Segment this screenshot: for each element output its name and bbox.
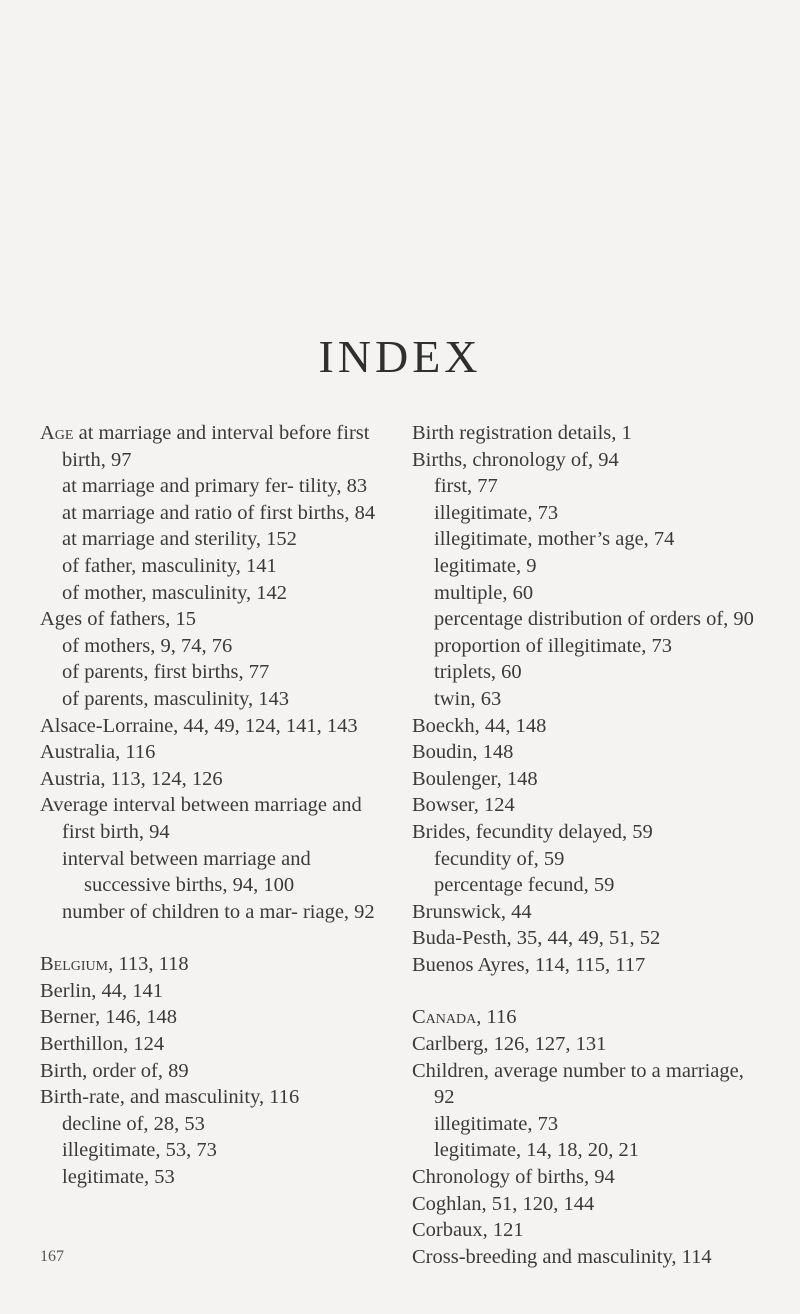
index-entry: Berlin, 44, 141 — [40, 979, 163, 1002]
index-subentry: of parents, first births, 77 — [62, 661, 270, 684]
index-entry: Carlberg, 126, 127, 131 — [412, 1033, 607, 1056]
index-entry: Cross-breeding and masculinity, 114 — [412, 1245, 712, 1268]
index-subentry: legitimate, 53 — [62, 1166, 175, 1189]
index-entry: Berthillon, 124 — [40, 1033, 165, 1056]
index-entry: Buda-Pesth, 35, 44, 49, 51, 52 — [412, 927, 661, 950]
index-subentry: percentage distribution of orders of, 90 — [434, 608, 754, 631]
index-column-left — [40, 420, 380, 1191]
index-entry: Brides, fecundity delayed, 59 — [412, 820, 653, 843]
index-entry: Coghlan, 51, 120, 144 — [412, 1192, 595, 1215]
section-gap — [40, 925, 380, 951]
index-column-right — [412, 420, 762, 1270]
index-entry: Alsace-Lorraine, 44, 49, 124, 141, 143 — [40, 714, 358, 737]
index-subentry: legitimate, 14, 18, 20, 21 — [434, 1139, 639, 1162]
index-entry: Brunswick, 44 — [412, 900, 532, 923]
page-title: INDEX — [318, 331, 482, 382]
index-subentry: decline of, 28, 53 — [62, 1112, 205, 1135]
index-subentry: of mother, masculinity, 142 — [62, 581, 288, 604]
index-entry: Boulenger, 148 — [412, 767, 538, 790]
index-entry: Children, average number to a marriage, 92 — [412, 1059, 744, 1109]
index-subentry: illegitimate, 73 — [434, 1112, 559, 1135]
index-entry: Belgium, 113, 118 — [40, 953, 189, 976]
index-entry: Ages of fathers, 15 — [40, 608, 196, 631]
index-entry: Birth registration details, 1 — [412, 422, 632, 444]
index-entry: Chronology of births, 94 — [412, 1166, 615, 1189]
index-entry: Births, chronology of, 94 — [412, 448, 619, 471]
page-number: 167 — [40, 1248, 64, 1265]
section-gap — [412, 978, 762, 1004]
index-entry: Berner, 146, 148 — [40, 1006, 177, 1029]
index-subentry: first, 77 — [434, 475, 498, 498]
index-entry: Bowser, 124 — [412, 794, 515, 817]
index-subentry: interval between marriage and successive births, 94, 100 — [62, 847, 311, 897]
index-subentry: illegitimate, 73 — [434, 501, 559, 524]
index-subentry: illegitimate, mother’s age, 74 — [434, 528, 675, 551]
index-subentry: percentage fecund, 59 — [434, 874, 615, 897]
index-subentry: illegitimate, 53, 73 — [62, 1139, 217, 1162]
index-subentry: at marriage and sterility, 152 — [62, 528, 297, 551]
index-subentry: at marriage and primary fer- tility, 83 — [62, 475, 368, 498]
index-entry: Australia, 116 — [40, 741, 156, 764]
index-entry: Boudin, 148 — [412, 741, 514, 764]
index-subentry: of mothers, 9, 74, 76 — [62, 634, 233, 657]
index-subentry: fecundity of, 59 — [434, 847, 565, 870]
index-subentry: triplets, 60 — [434, 661, 522, 684]
index-subentry: number of children to a mar- riage, 92 — [62, 900, 375, 923]
index-entry: Age at marriage and interval before first birth, 97 — [40, 422, 370, 471]
index-entry: Boeckh, 44, 148 — [412, 714, 547, 737]
index-subentry: legitimate, 9 — [434, 554, 537, 577]
index-entry: Birth-rate, and masculinity, 116 — [40, 1086, 300, 1109]
index-subentry: multiple, 60 — [434, 581, 534, 604]
index-subentry: of parents, masculinity, 143 — [62, 687, 289, 710]
index-entry: Birth, order of, 89 — [40, 1059, 189, 1082]
index-subentry: proportion of illegitimate, 73 — [434, 634, 672, 657]
index-subentry: at marriage and ratio of first births, 84 — [62, 501, 376, 524]
index-subentry: twin, 63 — [434, 687, 502, 710]
index-entry: Austria, 113, 124, 126 — [40, 767, 223, 790]
index-subentry: of father, masculinity, 141 — [62, 554, 277, 577]
index-entry: Average interval between marriage and first birth, 94 — [40, 794, 362, 843]
index-entry: Canada, 116 — [412, 1006, 517, 1029]
index-entry: Buenos Ayres, 114, 115, 117 — [412, 953, 646, 976]
index-entry: Corbaux, 121 — [412, 1219, 524, 1242]
